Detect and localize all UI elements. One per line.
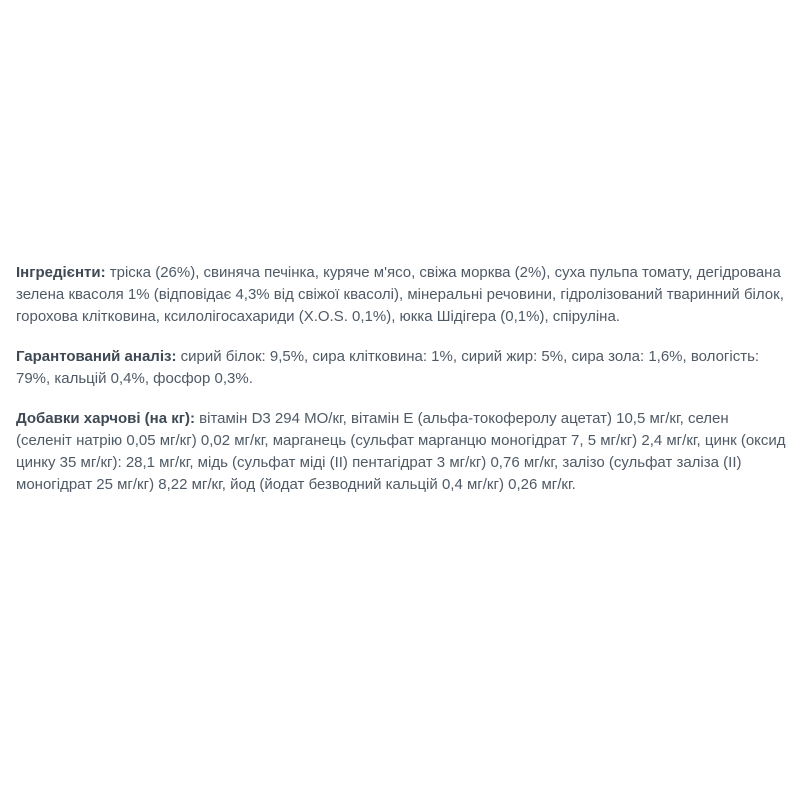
- analysis-text: сирий білок: 9,5%, сира клітковина: 1%, сирий жир: 5%, сира зола: 1,6%, вологість: 79%, кальцій 0,4%, фосфор 0,3%.: [16, 348, 760, 387]
- additives-text: вітамін D3 294 МО/кг, вітамін Е (альфа-токоферолу ацетат) 10,5 мг/кг, селен (селеніт натрію 0,05 мг/кг) 0,02 мг/кг, марганець (сульфат марганцю моногідрат 7, 5 мг/кг) 2,4 мг/кг, цинк (оксид цинку 35 мг/кг): 28,1 мг/кг, мідь (сульфат міді (II) пентагідрат 3 мг/кг) 0,76 мг/кг, залізо (сульфат заліза (II) моногідрат 25 мг/кг) 8,22 мг/кг, йод (йодат безводний кальцій 0,4 мг/кг) 0,26 мг/кг.: [16, 410, 786, 493]
- analysis-label: Гарантований аналіз:: [16, 348, 177, 365]
- additives-label: Добавки харчові (на кг):: [16, 410, 195, 427]
- ingredients-text: тріска (26%), свиняча печінка, куряче м'ясо, свіжа морква (2%), суха пульпа томату, дегідрована зелена квасоля 1% (відповідає 4,3% від свіжої квасолі), мінеральні речовини, гідролізований тваринний білок, горохова клітковина, ксилолігосахариди (X.O.S. 0,1%), юкка Шідігера (0,1%), спіруліна.: [16, 264, 784, 325]
- analysis-paragraph: [16, 346, 788, 390]
- ingredients-paragraph: [16, 262, 788, 328]
- ingredients-label: Інгредієнти:: [16, 264, 106, 281]
- product-composition: [16, 262, 788, 514]
- additives-paragraph: [16, 408, 788, 496]
